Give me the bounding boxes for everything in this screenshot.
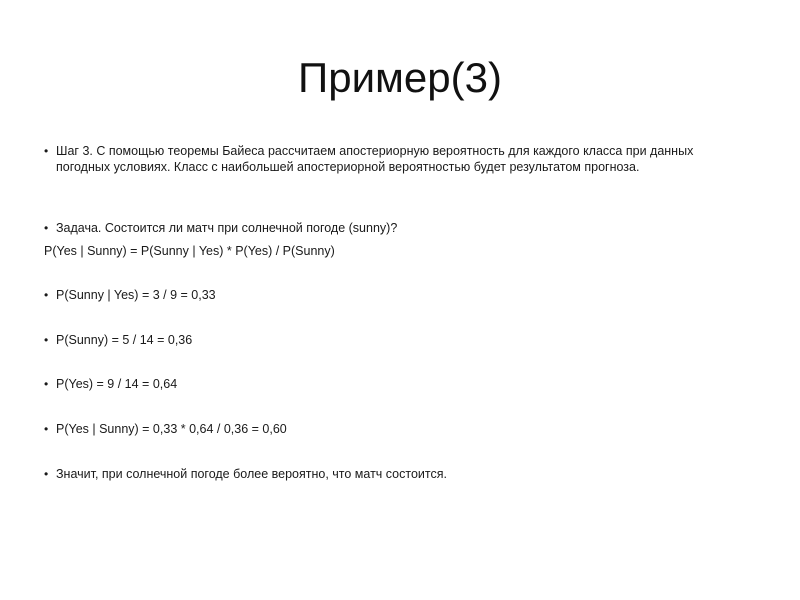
bullet-item-task bbox=[44, 220, 744, 236]
bullet-text: P(Yes) = 9 / 14 = 0,64 bbox=[56, 377, 178, 391]
bullet-item-p-yes-sunny bbox=[44, 421, 744, 437]
bullet-icon: • bbox=[44, 288, 49, 302]
bullet-item-p-sunny bbox=[44, 332, 744, 348]
bullet-text: Значит, при солнечной погоде более вероятно, что матч состоится. bbox=[56, 467, 447, 481]
bullet-icon: • bbox=[44, 377, 49, 391]
bullet-text: Задача. Состоится ли матч при солнечной погоде (sunny)? bbox=[56, 221, 398, 235]
bullet-icon: • bbox=[44, 221, 49, 235]
bullet-icon: • bbox=[44, 422, 49, 436]
slide-title: Пример(3) bbox=[298, 54, 502, 101]
bullet-item-step3 bbox=[44, 143, 744, 175]
bullet-text: Шаг 3. С помощью теоремы Байеса рассчитаем апостериорную вероятность для каждого класса при данных погодных условиях. Класс с наибольшей апостериорной вероятностью будет результатом прогноза. bbox=[56, 144, 694, 174]
formula-line: P(Yes | Sunny) = P(Sunny | Yes) * P(Yes) / P(Sunny) bbox=[44, 244, 335, 258]
bullet-item-p-sunny-yes bbox=[44, 287, 744, 303]
bullet-item-p-yes bbox=[44, 376, 744, 392]
bullet-item-conclusion bbox=[44, 466, 744, 482]
bullet-text: P(Yes | Sunny) = 0,33 * 0,64 / 0,36 = 0,60 bbox=[56, 422, 287, 436]
bullet-icon: • bbox=[44, 144, 49, 158]
bullet-text: P(Sunny | Yes) = 3 / 9 = 0,33 bbox=[56, 288, 216, 302]
bullet-text: P(Sunny) = 5 / 14 = 0,36 bbox=[56, 333, 193, 347]
bullet-icon: • bbox=[44, 467, 49, 481]
bullet-icon: • bbox=[44, 333, 49, 347]
